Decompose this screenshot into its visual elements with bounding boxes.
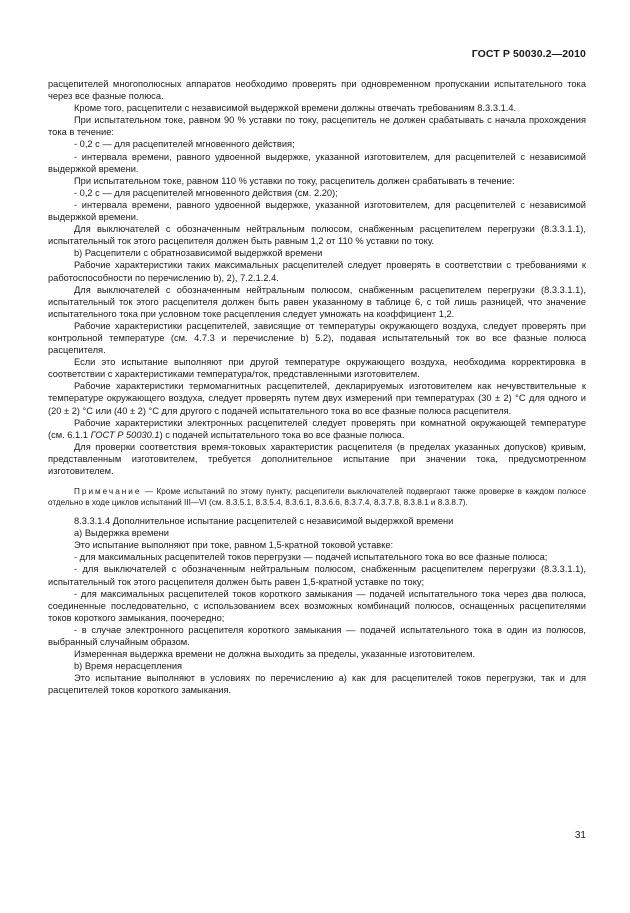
- paragraph: Рабочие характеристики таких максимальных расцепителей следует проверять в соответствии с требованиями к работоспособности по перечислению b), 2), 7.2.1.2.4.: [48, 260, 586, 283]
- list-item: - в случае электронного расцепителя короткого замыкания — подачей испытательного тока в один из полюсов, выбранный случайным образом.: [48, 624, 586, 648]
- note-label: Примечание: [74, 487, 142, 497]
- list-item: - для максимальных расцепителей токов перегрузки — подачей испытательного тока во все фазные полюса;: [74, 552, 548, 563]
- paragraph: Рабочие характеристики термомагнитных расцепителей, декларируемых изготовителем как нечувствительные к температуре окружающего воздуха, следует проверять путем двух измерений при температурах (30 ± 2) °С для одного и (20 ± 2) °С или (40 ± 2) °С для другого с подачей испытательного тока во все фазные полюса расцепителя.: [48, 381, 586, 416]
- list-item: - интервала времени, равного удвоенной выдержке, указанной изготовителем, для расцепителей с независимой выдержкой времени.: [48, 151, 586, 174]
- note-text: — Кроме испытаний по этому пункту, расцепители выключателей подвергают также проверке в каждом полюсе отдельно в ходе циклов испытаний III—VI (см. 8.3.5.1, 8.3.5.4, 8.3.6.1, 8.3.6.6, 8.3.7.4, 8.3.7.8, 8.3.8.1 и 8.3.8.7).: [48, 487, 586, 508]
- note: [48, 486, 586, 508]
- list-item: - 0,2 с — для расцепителей мгновенного действия (см. 2.20);: [74, 187, 338, 198]
- paragraph-text: ) с подачей испытательного тока во все фазные полюса.: [159, 429, 405, 440]
- paragraph: расцепителей многополюсных аппаратов необходимо проверять при одновременном пропускании испытательного тока через все фазные полюса.: [48, 79, 586, 102]
- list-item: - интервала времени, равного удвоенной выдержке, указанной изготовителем, для расцепителей с независимой выдержкой времени.: [48, 199, 586, 223]
- paragraph: Рабочие характеристики расцепителей, зависящие от температуры окружающего воздуха, следует проверять при контрольной температуре (см. 4.7.3 и перечисление b) 5.2), подавая испытательный ток во все фазные полюса расцепителя.: [48, 320, 586, 356]
- document-page: [48, 0, 586, 913]
- paragraph: Для выключателей с обозначенным нейтральным полюсом, снабженным расцепителем перегрузки (8.3.3.1.1), испытательный ток этого расцепителя должен быть равным 1,2 от 110 % уставки по току.: [48, 224, 586, 247]
- paragraph: [48, 417, 586, 441]
- paragraph: Измеренная выдержка времени не должна выходить за пределы, указанные изготовителем.: [74, 649, 476, 660]
- subsection-heading: b) Время нерасцепления: [74, 661, 183, 672]
- list-item: - для выключателей с обозначенным нейтральным полюсом, снабженным расцепителем перегрузки (8.3.3.1.1), испытательный ток этого расцепителя должен быть равен 1,5-кратной уставке по току;: [48, 564, 586, 587]
- paragraph: При испытательном токе, равном 90 % уставки по току, расцепитель не должен срабатывать с начала прохождения тока в течение:: [48, 115, 586, 138]
- list-item: - 0,2 с — для расцепителей мгновенного действия;: [74, 139, 295, 150]
- subsection-heading: а) Выдержка времени: [74, 528, 169, 539]
- paragraph: Если это испытание выполняют при другой температуре окружающего воздуха, необходима корректировка в соответствии с характеристиками температура/ток, представленными изготовителем.: [48, 357, 586, 380]
- section-heading: 8.3.3.1.4 Дополнительное испытание расцепителей с независимой выдержкой времени: [74, 516, 454, 527]
- page-number: 31: [574, 830, 586, 841]
- document-body: [48, 78, 586, 697]
- document-number-header: ГОСТ Р 50030.2—2010: [471, 48, 586, 60]
- paragraph-text: Рабочие характеристики электронных расцепителей следует проверять при комнатной окружающей температуре (см. 6.1.1: [48, 417, 586, 440]
- paragraph: При испытательном токе, равном 110 % уставки по току, расцепитель должен срабатывать в течение:: [74, 175, 515, 186]
- paragraph: Это испытание выполняют при токе, равном 1,5-кратной токовой уставке:: [74, 540, 394, 551]
- paragraph: Для проверки соответствия время-токовых характеристик расцепителя (в пределах указанных допусков) кривым, представленным изготовителем, требуется дополнительное испытание при значении тока, предусмотренном изготовителем.: [48, 441, 586, 476]
- standard-reference: ГОСТ Р 50030.1: [90, 429, 160, 440]
- paragraph: Кроме того, расцепители с независимой выдержкой времени должны отвечать требованиям 8.3.3.1.4.: [74, 103, 517, 114]
- list-item: - для максимальных расцепителей токов короткого замыкания — подачей испытательного тока через два полюса, соединенные последовательно, с использованием всех возможных комбинаций полюсов, оснащенных расцепителями токов короткого замыкания, поочередно;: [48, 588, 586, 623]
- subsection-heading: b) Расцепители с обратнозависимой выдержкой времени: [74, 248, 323, 259]
- paragraph: Для выключателей с обозначенным нейтральным полюсом, снабженным расцепителем перегрузки (8.3.3.1.1), испытательный ток этого расцепителя должен быть равен указанному в таблице 6, с той лишь разницей, что значение испытательного тока при условном токе расцепления следует умножать на коэффициент 1,2.: [48, 284, 586, 319]
- paragraph: Это испытание выполняют в условиях по перечислению а) как для расцепителей токов перегрузки, так и для расцепителей токов короткого замыкания.: [48, 673, 586, 696]
